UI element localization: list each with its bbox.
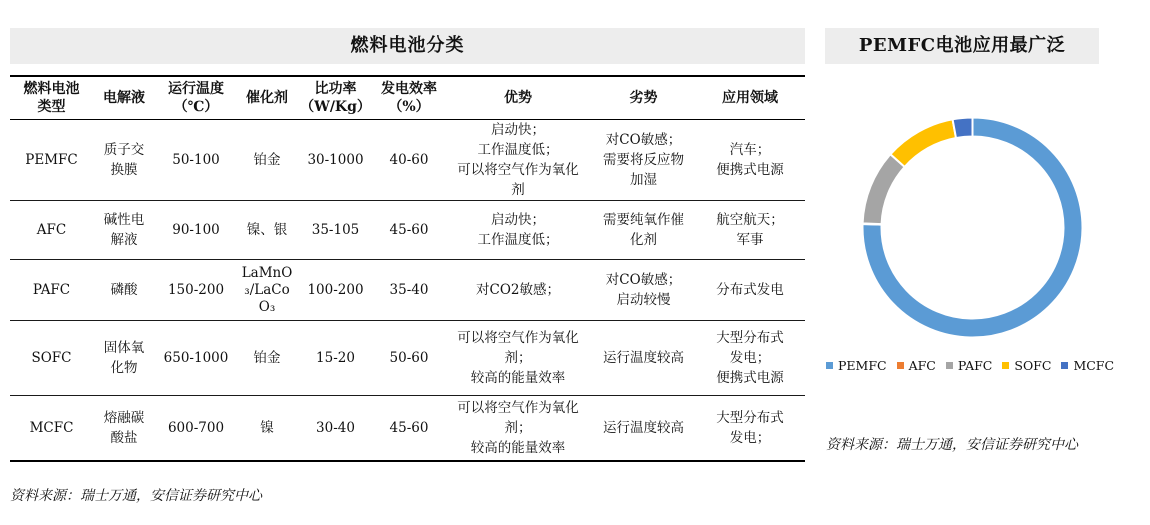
cell-type: SOFC: [10, 321, 93, 396]
donut-slice-pafc: [863, 154, 905, 224]
legend-item-sofc: [1002, 358, 1051, 373]
header-advantages: 优势: [444, 76, 592, 120]
table-row: [10, 321, 805, 396]
legend-label: PEMFC: [838, 358, 887, 373]
cell-specific-power: 30-1000: [297, 120, 374, 201]
cell-type: AFC: [10, 201, 93, 260]
cell-temperature: 150-200: [155, 260, 237, 321]
legend-label: SOFC: [1014, 358, 1052, 373]
cell-type: PAFC: [10, 260, 93, 321]
cell-type: MCFC: [10, 396, 93, 462]
donut-slice-sofc: [890, 119, 956, 167]
cell-specific-power: 100-200: [297, 260, 374, 321]
legend-swatch: [897, 362, 904, 369]
cell-electrolyte: 固体氧 化物: [93, 321, 155, 396]
header-specific-power: 比功率 （W/Kg）: [297, 76, 374, 120]
cell-specific-power: 30-40: [297, 396, 374, 462]
table-row: [10, 120, 805, 201]
header-electrolyte: 电解液: [93, 76, 155, 120]
table-row: [10, 396, 805, 462]
cell-efficiency: 50-60: [374, 321, 444, 396]
header-temperature: 运行温度 （℃）: [155, 76, 237, 120]
cell-disadvantages: 运行温度较高: [592, 396, 695, 462]
cell-disadvantages: 运行温度较高: [592, 321, 695, 396]
cell-catalyst: 镍: [237, 396, 297, 462]
cell-advantages: 对CO2敏感；: [444, 260, 592, 321]
legend-item-pafc: [946, 358, 993, 373]
cell-temperature: 650-1000: [155, 321, 237, 396]
cell-applications: 大型分布式 发电； 便携式电源: [695, 321, 805, 396]
legend-label: AFC: [908, 358, 936, 373]
donut-slice-mcfc: [953, 118, 973, 139]
fuel-cell-table: [10, 75, 805, 462]
cell-temperature: 600-700: [155, 396, 237, 462]
cell-disadvantages: 对CO敏感； 启动较慢: [592, 260, 695, 321]
chart-source-note: 资料来源：瑞士万通，安信证券研究中心: [826, 437, 1078, 453]
cell-efficiency: 40-60: [374, 120, 444, 201]
table-row: [10, 201, 805, 260]
donut-chart: [840, 95, 1105, 360]
cell-catalyst: LaMnO ₃/LaCo O₃: [237, 260, 297, 321]
legend-swatch: [1002, 362, 1009, 369]
cell-type: PEMFC: [10, 120, 93, 201]
cell-advantages: 启动快； 工作温度低；: [444, 201, 592, 260]
table-title: 燃料电池分类: [10, 28, 805, 64]
header-type: 燃料电池 类型: [10, 76, 93, 120]
cell-advantages: 可以将空气作为氧化 剂； 较高的能量效率: [444, 396, 592, 462]
cell-efficiency: 45-60: [374, 396, 444, 462]
cell-advantages: 可以将空气作为氧化 剂； 较高的能量效率: [444, 321, 592, 396]
cell-applications: 航空航天； 军事: [695, 201, 805, 260]
cell-specific-power: 15-20: [297, 321, 374, 396]
cell-advantages: 启动快； 工作温度低； 可以将空气作为氧化 剂: [444, 120, 592, 201]
legend-swatch: [826, 362, 833, 369]
cell-applications: 大型分布式 发电；: [695, 396, 805, 462]
chart-legend: [826, 358, 1114, 373]
cell-temperature: 50-100: [155, 120, 237, 201]
header-catalyst: 催化剂: [237, 76, 297, 120]
legend-item-afc: [897, 358, 936, 373]
cell-electrolyte: 碱性电 解液: [93, 201, 155, 260]
legend-label: PAFC: [957, 358, 993, 373]
header-disadvantages: 劣势: [592, 76, 695, 120]
cell-applications: 汽车； 便携式电源: [695, 120, 805, 201]
cell-specific-power: 35-105: [297, 201, 374, 260]
cell-applications: 分布式发电: [695, 260, 805, 321]
cell-catalyst: 铂金: [237, 120, 297, 201]
cell-disadvantages: 对CO敏感； 需要将反应物 加湿: [592, 120, 695, 201]
cell-electrolyte: 磷酸: [93, 260, 155, 321]
table-row: [10, 260, 805, 321]
table-header-row: [10, 76, 805, 120]
header-efficiency: 发电效率 （%）: [374, 76, 444, 120]
cell-electrolyte: 熔融碳 酸盐: [93, 396, 155, 462]
chart-title: PEMFC电池应用最广泛: [825, 28, 1099, 64]
cell-disadvantages: 需要纯氧作催 化剂: [592, 201, 695, 260]
legend-item-mcfc: [1061, 358, 1114, 373]
legend-swatch: [1061, 362, 1068, 369]
legend-item-pemfc: [826, 358, 887, 373]
source-note: 资料来源：瑞士万通，安信证券研究中心: [10, 488, 262, 504]
cell-efficiency: 35-40: [374, 260, 444, 321]
legend-label: MCFC: [1073, 358, 1115, 373]
header-applications: 应用领域: [695, 76, 805, 120]
cell-catalyst: 铂金: [237, 321, 297, 396]
legend-swatch: [946, 362, 953, 369]
cell-efficiency: 45-60: [374, 201, 444, 260]
cell-catalyst: 镍、银: [237, 201, 297, 260]
cell-electrolyte: 质子交 换膜: [93, 120, 155, 201]
cell-temperature: 90-100: [155, 201, 237, 260]
